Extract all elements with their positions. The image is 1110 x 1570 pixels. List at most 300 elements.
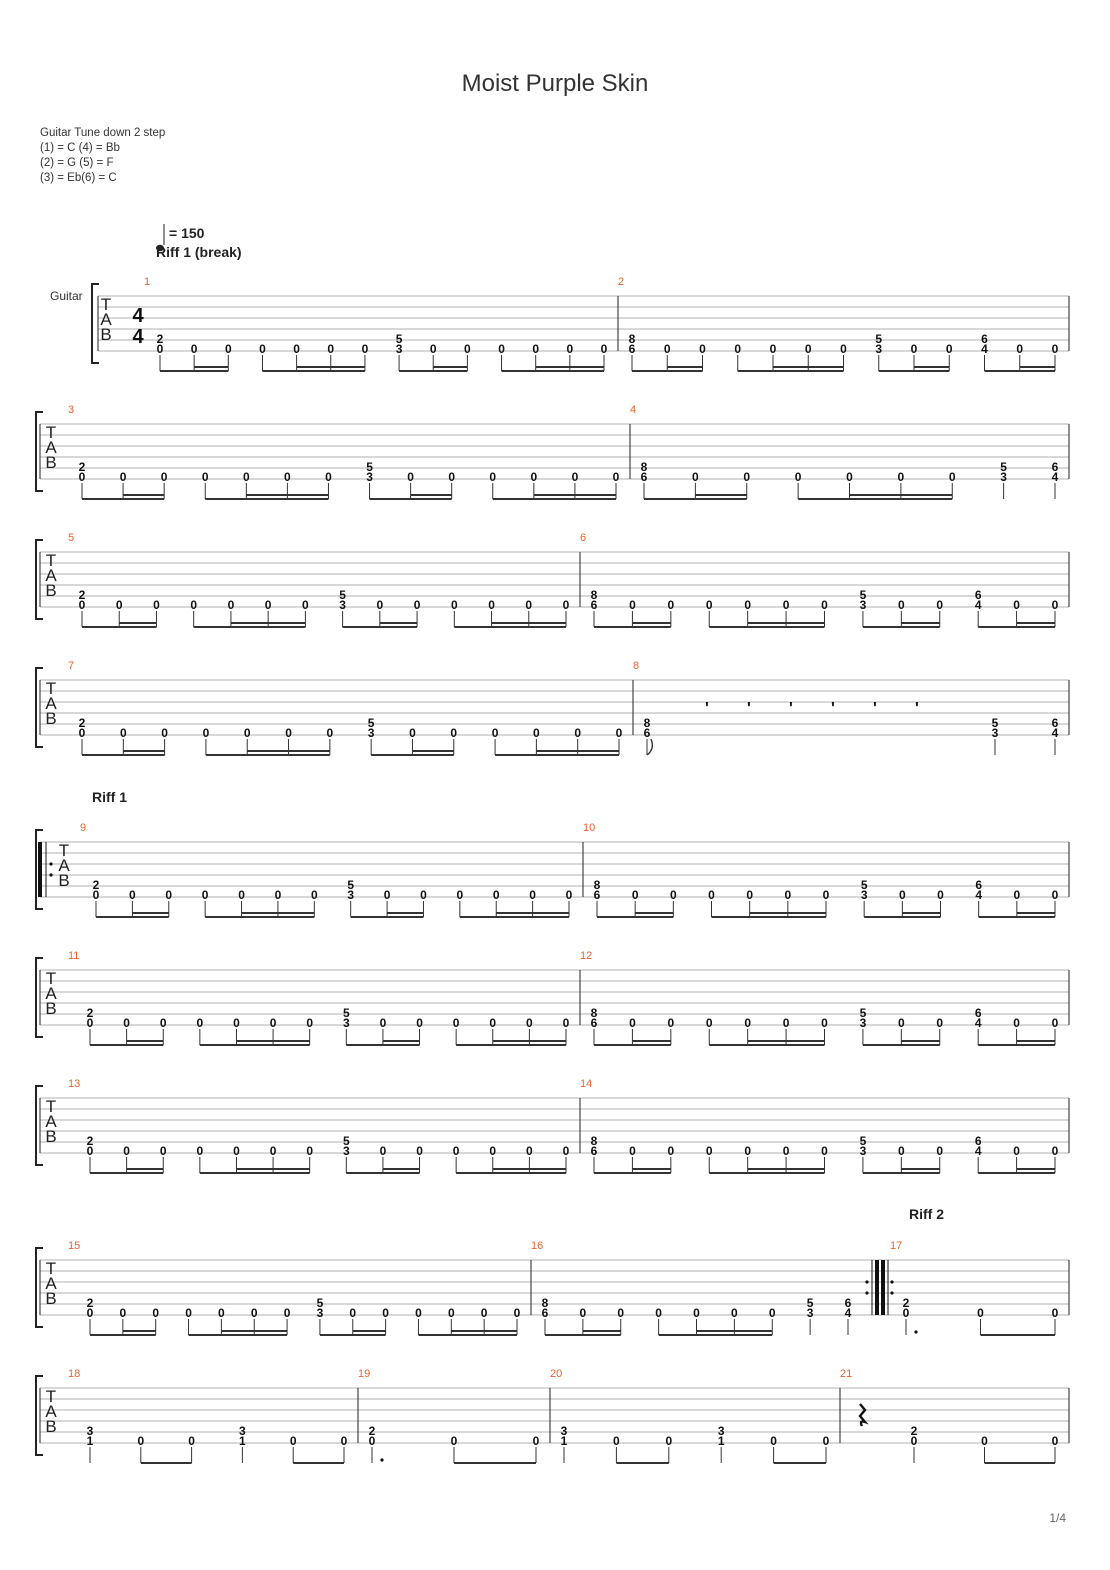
section-label: Riff 1 (break) — [156, 244, 242, 260]
fret-number: 0 — [274, 888, 282, 902]
fret-number: 0 — [498, 342, 505, 356]
fret-number: 8 — [590, 1134, 598, 1148]
fret-number: 6 — [640, 470, 648, 484]
fret-number: 3 — [860, 888, 868, 902]
fret-number: 5 — [342, 1134, 350, 1148]
fret-number: 0 — [846, 470, 853, 484]
fret-number: 0 — [1051, 1016, 1059, 1030]
fret-number: 3 — [316, 1306, 324, 1320]
section-label: Riff 2 — [909, 1206, 944, 1222]
fret-number: 0 — [201, 888, 209, 902]
fret-number: 0 — [456, 888, 464, 902]
fret-number: 0 — [159, 1016, 167, 1030]
fret-number: 0 — [571, 470, 579, 484]
fret-number: 6 — [981, 332, 988, 346]
fret-number: 6 — [628, 342, 636, 356]
fret-number: 6 — [844, 1296, 852, 1310]
measure-number: 16 — [531, 1240, 544, 1252]
fret-number: 2 — [910, 1424, 918, 1438]
fret-number: 0 — [1051, 1306, 1059, 1320]
fret-number: 5 — [991, 716, 999, 730]
fret-number: 2 — [902, 1296, 910, 1310]
fret-number: 0 — [196, 1144, 204, 1158]
fret-number: 2 — [86, 1006, 94, 1020]
fret-number: 0 — [429, 342, 437, 356]
fret-number: 0 — [631, 888, 639, 902]
fret-number: 0 — [119, 726, 127, 740]
fret-number: 0 — [612, 470, 620, 484]
fret-number: 0 — [525, 598, 533, 612]
fret-number: 0 — [705, 1144, 713, 1158]
tab-clef-letter: A — [45, 1402, 57, 1421]
fret-number: 3 — [347, 888, 355, 902]
fret-number: 0 — [821, 1016, 828, 1030]
measure-number: 17 — [890, 1240, 903, 1252]
repeat-dot — [865, 1291, 868, 1294]
fret-number: 0 — [78, 726, 86, 740]
fret-number: 0 — [361, 342, 369, 356]
fret-number: 0 — [383, 888, 391, 902]
fret-number: 0 — [416, 1016, 423, 1030]
fret-number: 0 — [269, 1144, 277, 1158]
fret-number: 0 — [699, 342, 706, 356]
sixteenth-rest: ⹁ — [747, 691, 751, 708]
repeat-thick-bar — [881, 1260, 885, 1315]
fret-number: 4 — [974, 1144, 982, 1158]
measure-number: 1 — [144, 276, 151, 288]
fret-number: 0 — [667, 1016, 675, 1030]
fret-number: 0 — [533, 726, 540, 740]
tuning-line: (3) = Eb(6) = C — [40, 172, 117, 184]
fret-number: 3 — [859, 598, 867, 612]
fret-number: 0 — [734, 342, 742, 356]
fret-number: 0 — [86, 1016, 94, 1030]
measure-number: 2 — [618, 276, 625, 288]
fret-number: 0 — [655, 1306, 662, 1320]
fret-number: 0 — [804, 342, 812, 356]
fret-number: 0 — [615, 726, 623, 740]
fret-number: 0 — [669, 888, 677, 902]
fret-number: 6 — [974, 1006, 982, 1020]
fret-number: 0 — [450, 726, 458, 740]
fret-number: 6 — [1051, 716, 1059, 730]
tab-clef-letter: B — [45, 581, 57, 600]
repeat-dot — [890, 1291, 893, 1294]
fret-number: 0 — [784, 888, 792, 902]
fret-number: 0 — [160, 470, 168, 484]
fret-number: 0 — [188, 1434, 195, 1448]
tab-clef-letter: A — [45, 694, 57, 713]
fret-number: 0 — [123, 1144, 130, 1158]
measure-number: 13 — [68, 1078, 81, 1090]
fret-number: 0 — [613, 1434, 620, 1448]
fret-number: 0 — [413, 598, 421, 612]
dotted-note — [380, 1458, 383, 1461]
repeat-dot — [865, 1280, 868, 1283]
fret-number: 0 — [452, 1016, 460, 1030]
fret-number: 0 — [201, 470, 209, 484]
fret-number: 3 — [806, 1306, 814, 1320]
fret-number: 0 — [692, 470, 699, 484]
fret-number: 0 — [227, 598, 235, 612]
fret-number: 0 — [289, 1434, 297, 1448]
fret-number: 0 — [897, 598, 905, 612]
fret-number: 0 — [492, 888, 500, 902]
fret-number: 4 — [844, 1306, 852, 1320]
fret-number: 0 — [937, 888, 944, 902]
fret-number: 0 — [532, 342, 540, 356]
fret-number: 0 — [450, 1434, 458, 1448]
fret-number: 0 — [629, 1016, 636, 1030]
fret-number: 0 — [530, 470, 538, 484]
fret-number: 8 — [628, 332, 636, 346]
fret-number: 0 — [283, 1306, 291, 1320]
tab-clef-letter: A — [45, 438, 57, 457]
tab-clef-letter: T — [45, 969, 57, 988]
repeat-start-thick-bar — [38, 842, 42, 897]
fret-number: 0 — [768, 1306, 776, 1320]
fret-number: 0 — [562, 1144, 570, 1158]
fret-number: 0 — [452, 1144, 460, 1158]
tab-clef-letter: T — [45, 1097, 57, 1116]
fret-number: 5 — [859, 1006, 867, 1020]
fret-number: 0 — [489, 1016, 497, 1030]
fret-number: 0 — [233, 1144, 240, 1158]
fret-number: 0 — [1051, 1434, 1059, 1448]
fret-number: 0 — [1016, 342, 1024, 356]
tab-clef-letter: T — [45, 679, 57, 698]
fret-number: 0 — [448, 470, 456, 484]
fret-number: 2 — [78, 716, 86, 730]
fret-number: 0 — [794, 470, 802, 484]
fret-number: 0 — [663, 342, 671, 356]
fret-number: 0 — [250, 1306, 258, 1320]
fret-number: 0 — [744, 1144, 752, 1158]
fret-number: 4 — [974, 598, 982, 612]
fret-number: 0 — [306, 1144, 314, 1158]
measure-number: 3 — [68, 404, 75, 416]
fret-number: 0 — [376, 598, 384, 612]
fret-number: 3 — [717, 1424, 725, 1438]
fret-number: 0 — [190, 598, 198, 612]
fret-number: 2 — [86, 1296, 94, 1310]
fret-number: 0 — [526, 1144, 533, 1158]
measure-number: 18 — [68, 1368, 81, 1380]
instrument-label: Guitar — [50, 289, 83, 303]
fret-number: 0 — [629, 1144, 636, 1158]
fret-number: 8 — [590, 588, 598, 602]
measure-number: 8 — [633, 660, 640, 672]
fret-number: 0 — [731, 1306, 738, 1320]
measure-number: 19 — [358, 1368, 371, 1380]
fret-number: 0 — [243, 726, 251, 740]
fret-number: 6 — [643, 726, 651, 740]
fret-number: 5 — [806, 1296, 814, 1310]
fret-number: 8 — [643, 716, 651, 730]
fret-number: 8 — [541, 1296, 549, 1310]
fret-number: 0 — [233, 1016, 240, 1030]
tuning-line: (1) = C (4) = Bb — [40, 142, 120, 154]
tab-clef-letter: A — [45, 1274, 57, 1293]
fret-number: 0 — [379, 1016, 387, 1030]
fret-number: 0 — [420, 888, 427, 902]
fret-number: 0 — [242, 470, 250, 484]
fret-number: 3 — [560, 1424, 568, 1438]
fret-number: 0 — [744, 598, 752, 612]
fret-number: 5 — [347, 878, 355, 892]
fret-number: 0 — [489, 470, 497, 484]
tab-clef-letter: T — [100, 295, 112, 314]
fret-number: 2 — [156, 332, 164, 346]
fret-number: 0 — [153, 598, 160, 612]
fret-number: 6 — [974, 588, 982, 602]
fret-number: 0 — [782, 598, 790, 612]
sixteenth-rest: ⹁ — [705, 691, 709, 708]
fret-number: 0 — [137, 1434, 145, 1448]
fret-number: 0 — [981, 1434, 988, 1448]
fret-number: 0 — [840, 342, 847, 356]
fret-number: 0 — [161, 726, 168, 740]
fret-number: 0 — [1013, 1144, 1020, 1158]
fret-number: 3 — [875, 342, 883, 356]
fret-number: 0 — [1013, 1016, 1020, 1030]
fret-number: 0 — [115, 598, 123, 612]
tab-clef-letter: B — [45, 1289, 57, 1308]
fret-number: 0 — [185, 1306, 192, 1320]
tab-clef-letter: A — [45, 1112, 57, 1131]
fret-number: 0 — [264, 598, 272, 612]
fret-number: 0 — [897, 470, 905, 484]
fret-number: 0 — [744, 1016, 752, 1030]
fret-number: 6 — [1051, 460, 1059, 474]
fret-number: 6 — [975, 878, 983, 892]
fret-number: 3 — [342, 1016, 350, 1030]
tab-clef-letter: A — [100, 310, 112, 329]
tab-clef-letter: B — [45, 453, 57, 472]
repeat-dot — [49, 862, 52, 865]
fret-number: 0 — [526, 1016, 533, 1030]
fret-number: 0 — [349, 1306, 357, 1320]
fret-number: 0 — [532, 1434, 540, 1448]
fret-number: 0 — [617, 1306, 625, 1320]
fret-number: 0 — [382, 1306, 389, 1320]
fret-number: 0 — [782, 1144, 790, 1158]
fret-number: 1 — [560, 1434, 568, 1448]
fret-number: 1 — [717, 1434, 725, 1448]
fret-number: 0 — [822, 1434, 830, 1448]
tab-clef-letter: T — [58, 841, 70, 860]
fret-number: 0 — [665, 1434, 673, 1448]
fret-number: 0 — [565, 888, 573, 902]
tab-clef-letter: B — [45, 1127, 57, 1146]
fret-number: 3 — [367, 726, 375, 740]
fret-number: 0 — [945, 342, 953, 356]
fret-number: 0 — [218, 1306, 225, 1320]
fret-number: 5 — [367, 716, 375, 730]
fret-number: 3 — [395, 342, 403, 356]
fret-number: 0 — [708, 888, 715, 902]
fret-number: 0 — [269, 1016, 277, 1030]
fret-number: 3 — [991, 726, 999, 740]
fret-number: 0 — [488, 598, 495, 612]
fret-number: 0 — [409, 726, 416, 740]
fret-number: 0 — [705, 1016, 713, 1030]
fret-number: 0 — [1013, 598, 1020, 612]
fret-number: 0 — [480, 1306, 488, 1320]
fret-number: 4 — [1051, 726, 1059, 740]
fret-number: 5 — [316, 1296, 324, 1310]
fret-number: 4 — [1051, 470, 1059, 484]
fret-number: 8 — [640, 460, 648, 474]
fret-number: 0 — [86, 1306, 94, 1320]
measure-number: 9 — [80, 822, 87, 834]
fret-number: 0 — [1051, 342, 1059, 356]
fret-number: 5 — [859, 588, 867, 602]
tuning-line: (2) = G (5) = F — [40, 157, 114, 169]
fret-number: 0 — [92, 888, 100, 902]
quarter-rest — [860, 1404, 865, 1426]
tab-clef-letter: A — [45, 984, 57, 1003]
fret-number: 4 — [974, 1016, 982, 1030]
fret-number: 4 — [975, 888, 983, 902]
fret-number: 0 — [1051, 1144, 1059, 1158]
fret-number: 0 — [743, 470, 751, 484]
sixteenth-rest: ⹁ — [915, 691, 919, 708]
sixteenth-rest: ⹁ — [873, 691, 877, 708]
section-label: Riff 1 — [92, 789, 127, 805]
fret-number: 0 — [746, 888, 754, 902]
fret-number: 0 — [119, 470, 127, 484]
fret-number: 6 — [590, 1016, 598, 1030]
fret-number: 0 — [936, 1144, 944, 1158]
fret-number: 2 — [92, 878, 100, 892]
fret-number: 5 — [342, 1006, 350, 1020]
tab-clef-letter: B — [58, 871, 70, 890]
measure-number: 5 — [68, 532, 75, 544]
fret-number: 5 — [860, 878, 868, 892]
fret-number: 5 — [395, 332, 403, 346]
fret-number: 0 — [325, 470, 332, 484]
fret-number: 3 — [239, 1424, 246, 1438]
fret-number: 0 — [821, 1144, 828, 1158]
measure-number: 7 — [68, 660, 75, 672]
fret-number: 5 — [366, 460, 373, 474]
tuning-header: Guitar Tune down 2 step — [40, 127, 166, 139]
tab-clef-letter: B — [45, 709, 57, 728]
fret-number: 0 — [822, 888, 830, 902]
fret-number: 0 — [574, 726, 582, 740]
fret-number: 0 — [566, 342, 574, 356]
fret-number: 3 — [339, 598, 346, 612]
fret-number: 0 — [86, 1144, 94, 1158]
fret-number: 0 — [513, 1306, 521, 1320]
fret-number: 0 — [379, 1144, 387, 1158]
fret-number: 0 — [306, 1016, 314, 1030]
fret-number: 0 — [898, 888, 906, 902]
measure-number: 12 — [580, 950, 593, 962]
fret-number: 0 — [415, 1306, 422, 1320]
fret-number: 0 — [897, 1016, 905, 1030]
fret-number: 0 — [327, 342, 335, 356]
fret-number: 0 — [705, 598, 713, 612]
tab-clef-letter: T — [45, 423, 57, 442]
measure-number: 21 — [840, 1368, 853, 1380]
fret-number: 0 — [464, 342, 471, 356]
fret-number: 0 — [936, 1016, 944, 1030]
time-signature-top: 4 — [132, 305, 144, 327]
fret-number: 5 — [339, 588, 346, 602]
repeat-dot — [49, 873, 52, 876]
fret-number: 0 — [165, 888, 173, 902]
fret-number: 0 — [489, 1144, 497, 1158]
fret-number: 0 — [129, 888, 136, 902]
fret-number: 0 — [123, 1016, 130, 1030]
fret-number: 0 — [562, 1016, 570, 1030]
tempo-marking: = 150 — [169, 225, 205, 241]
fret-number: 2 — [368, 1424, 376, 1438]
fret-number: 0 — [936, 598, 944, 612]
dotted-note — [914, 1330, 917, 1333]
fret-number: 5 — [1000, 460, 1007, 474]
repeat-thick-bar — [875, 1260, 879, 1315]
fret-number: 4 — [981, 342, 988, 356]
fret-number: 0 — [326, 726, 334, 740]
fret-number: 2 — [86, 1134, 94, 1148]
measure-number: 20 — [550, 1368, 563, 1380]
tab-clef-letter: B — [45, 999, 57, 1018]
fret-number: 0 — [529, 888, 536, 902]
fret-number: 5 — [875, 332, 883, 346]
fret-number: 0 — [562, 598, 570, 612]
fret-number: 3 — [366, 470, 373, 484]
fret-number: 0 — [667, 598, 675, 612]
fret-number: 0 — [78, 598, 86, 612]
fret-number: 5 — [859, 1134, 867, 1148]
fret-number: 8 — [590, 1006, 598, 1020]
measure-number: 10 — [583, 822, 596, 834]
fret-number: 0 — [259, 342, 266, 356]
tab-clef-letter: A — [58, 856, 70, 875]
fret-number: 0 — [693, 1306, 700, 1320]
fret-number: 0 — [667, 1144, 675, 1158]
fret-number: 0 — [782, 1016, 790, 1030]
fret-number: 0 — [285, 726, 292, 740]
fret-number: 0 — [447, 1306, 455, 1320]
sixteenth-rest: ⹁ — [831, 691, 835, 708]
fret-number: 0 — [897, 1144, 905, 1158]
fret-number: 0 — [340, 1434, 348, 1448]
tab-clef-letter: B — [100, 325, 112, 344]
fret-number: 6 — [590, 598, 598, 612]
tab-clef-letter: T — [45, 1387, 57, 1406]
tab-clef-letter: T — [45, 551, 57, 570]
fret-number: 0 — [368, 1434, 376, 1448]
time-signature-bottom: 4 — [132, 326, 144, 348]
fret-number: 3 — [86, 1424, 94, 1438]
fret-number: 0 — [407, 470, 414, 484]
fret-number: 6 — [593, 888, 601, 902]
fret-number: 0 — [202, 726, 210, 740]
fret-number: 0 — [196, 1016, 204, 1030]
sixteenth-rest: ⹁ — [789, 691, 793, 708]
fret-number: 0 — [821, 598, 828, 612]
measure-number: 4 — [630, 404, 637, 416]
fret-number: 0 — [293, 342, 300, 356]
fret-number: 0 — [284, 470, 291, 484]
fret-number: 0 — [156, 342, 164, 356]
fret-number: 0 — [910, 1434, 918, 1448]
fret-number: 0 — [310, 888, 318, 902]
